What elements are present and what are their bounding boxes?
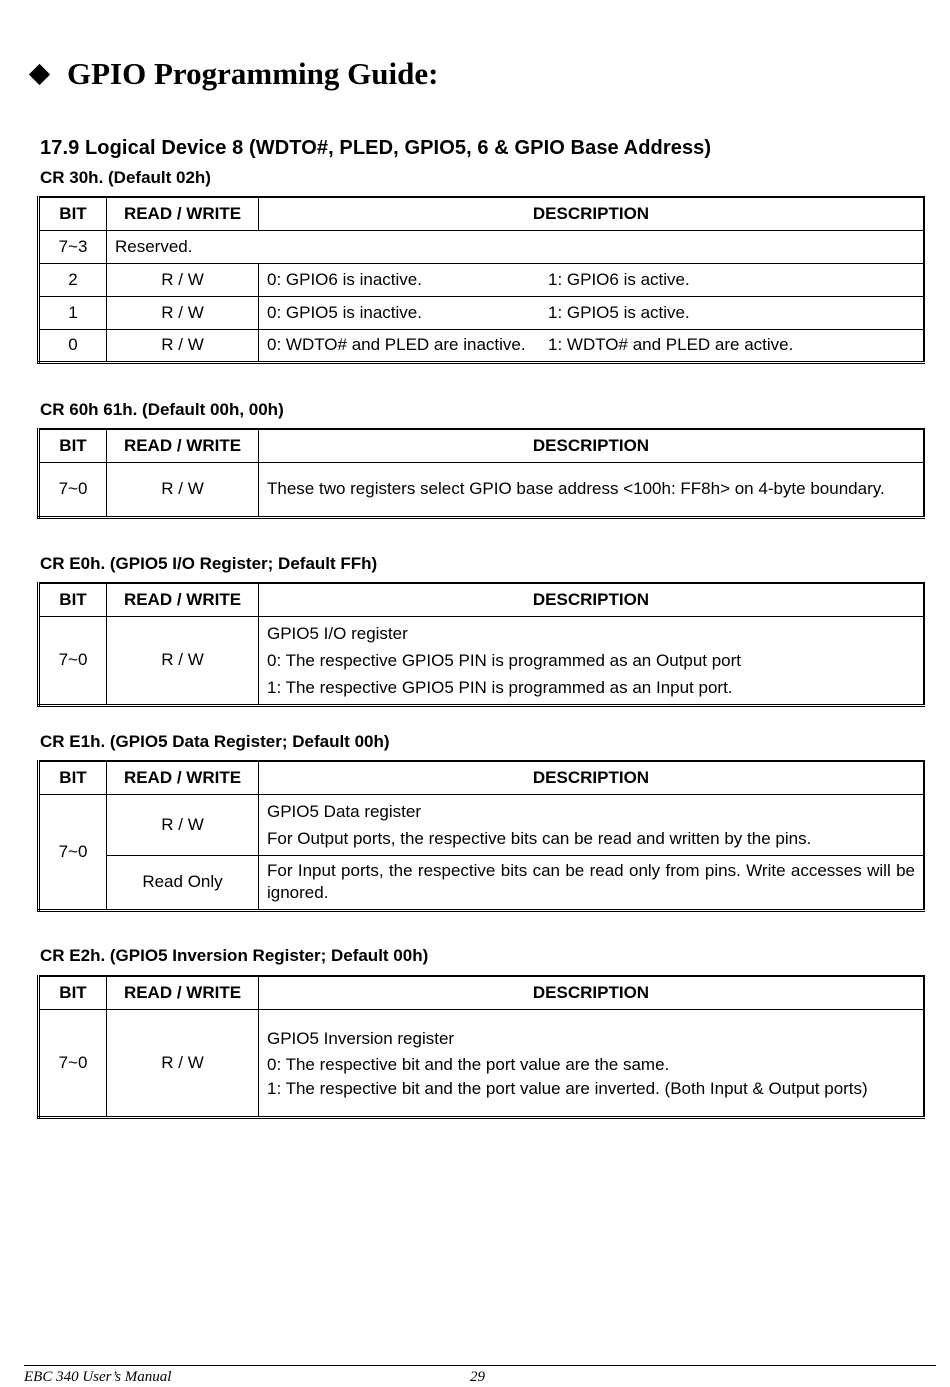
table-row [39,616,925,705]
cr60-label: CR 60h 61h. (Default 00h, 00h) [40,400,284,419]
cell-desc [259,263,925,296]
desc-state-0: 0: WDTO# and PLED are inactive. [267,335,526,354]
desc-line: GPIO5 Inversion register [267,1028,455,1048]
footer-page-number: 29 [470,1369,485,1385]
table-row [39,1009,925,1117]
table-header-row [39,429,925,462]
cell-bit: 7~0 [39,616,107,705]
cell-desc: For Input ports, the respective bits can be read only from pins. Write accesses will be ignored. [259,855,925,910]
cell-rw: R / W [107,462,259,517]
desc-state-0: 0: GPIO5 is inactive. [267,302,422,322]
cell-rw: R / W [107,1009,259,1117]
header-desc: DESCRIPTION [259,761,925,794]
table-header-row [39,976,925,1009]
header-bit: BIT [39,583,107,616]
table-header-row [39,197,925,230]
header-rw: READ / WRITE [107,761,259,794]
cell-rw: R / W [107,794,259,855]
cell-bit: 2 [39,263,107,296]
desc-line: 1: The respective GPIO5 PIN is programmed as an Input port. [267,677,733,697]
cell-bit: 0 [39,329,107,362]
page-heading-text: GPIO Programming Guide: [67,56,439,91]
desc-line: 0: The respective bit and the port value are the same. [267,1054,670,1074]
cr60-table [37,428,925,519]
cell-rw: R / W [107,263,259,296]
cre0-table [37,582,925,707]
header-rw: READ / WRITE [107,197,259,230]
desc-line: 1: The respective bit and the port value are inverted. (Both Input & Output ports) [267,1078,868,1098]
header-rw: READ / WRITE [107,976,259,1009]
cell-rw: Read Only [107,855,259,910]
cell-desc [259,794,925,855]
cell-desc: These two registers select GPIO base address <100h: FF8h> on 4-byte boundary. [259,462,925,517]
table-row [39,794,925,855]
cell-desc [259,296,925,329]
desc-state-0: 0: GPIO6 is inactive. [267,269,422,289]
header-bit: BIT [39,761,107,794]
desc-state-1: 1: WDTO# and PLED are active. [548,335,794,354]
cell-desc: Reserved. [107,230,925,263]
cell-desc [259,616,925,705]
table-row [39,855,925,910]
cell-desc [259,329,925,362]
header-desc: DESCRIPTION [259,976,925,1009]
header-rw: READ / WRITE [107,429,259,462]
cre2-table [37,975,925,1119]
cell-rw: R / W [107,329,259,362]
desc-line: 0: The respective GPIO5 PIN is programmed as an Output port [267,650,742,670]
table-header-row [39,761,925,794]
desc-state-1: 1: GPIO5 is active. [548,302,690,322]
header-bit: BIT [39,976,107,1009]
header-rw: READ / WRITE [107,583,259,616]
cr30-label: CR 30h. (Default 02h) [40,168,211,187]
desc-state-1: 1: GPIO6 is active. [548,269,690,289]
desc-line: GPIO5 Data register [267,801,422,821]
cell-rw: R / W [107,296,259,329]
desc-line: GPIO5 I/O register [267,623,408,643]
cell-bit: 7~0 [39,794,107,910]
table-row [39,329,925,362]
header-bit: BIT [39,429,107,462]
table-header-row [39,583,925,616]
table-row [39,462,925,517]
footer-rule [24,1365,936,1366]
diamond-bullet-icon [29,63,50,84]
table-row [39,230,925,263]
cre1-label: CR E1h. (GPIO5 Data Register; Default 00h) [40,732,390,751]
cell-bit: 7~3 [39,230,107,263]
header-desc: DESCRIPTION [259,197,925,230]
header-desc: DESCRIPTION [259,583,925,616]
cre1-table [37,760,925,912]
table-row [39,296,925,329]
cr30-table [37,196,925,364]
cell-rw: R / W [107,616,259,705]
footer-manual-title: EBC 340 User’s Manual [24,1369,172,1385]
cre0-label: CR E0h. (GPIO5 I/O Register; Default FFh) [40,554,378,573]
header-bit: BIT [39,197,107,230]
header-desc: DESCRIPTION [259,429,925,462]
cell-bit: 7~0 [39,1009,107,1117]
desc-line: For Output ports, the respective bits can be read and written by the pins. [267,828,812,848]
cell-bit: 1 [39,296,107,329]
page-heading [24,56,438,92]
section-title: 17.9 Logical Device 8 (WDTO#, PLED, GPIO5, 6 & GPIO Base Address) [40,137,712,159]
cell-desc [259,1009,925,1117]
cell-bit: 7~0 [39,462,107,517]
cre2-label: CR E2h. (GPIO5 Inversion Register; Default 00h) [40,946,429,965]
table-row [39,263,925,296]
